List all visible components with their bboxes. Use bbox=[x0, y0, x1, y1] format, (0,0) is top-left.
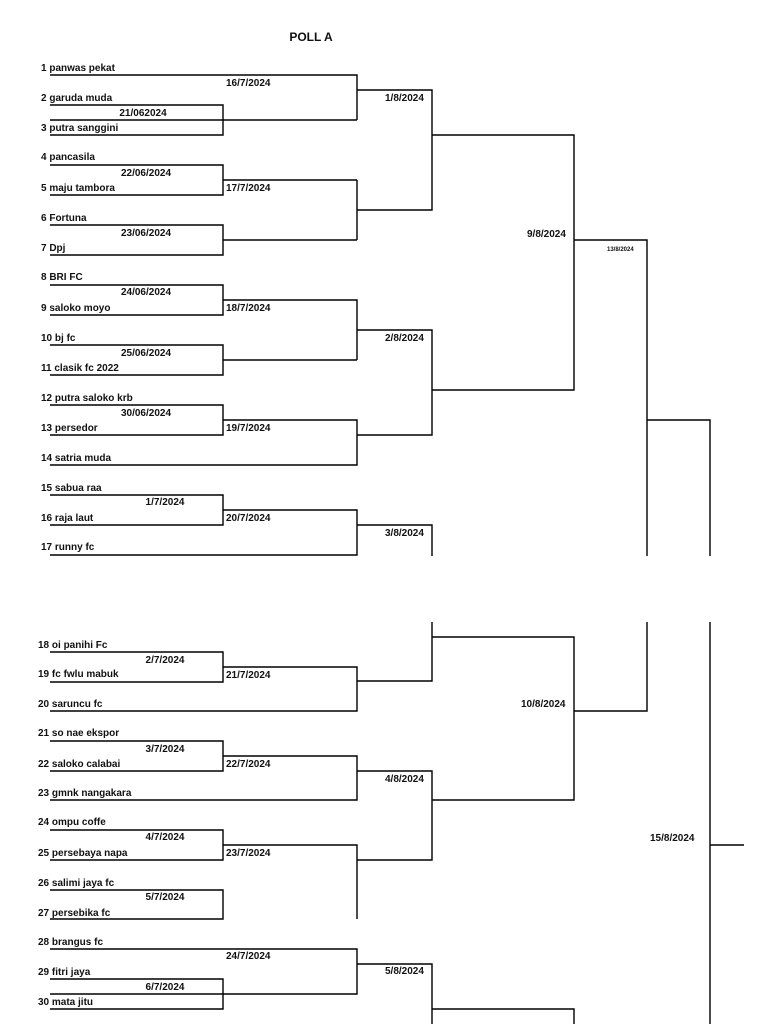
team-label: 29 fitri jaya bbox=[38, 967, 91, 978]
match-date: 9/8/2024 bbox=[527, 229, 566, 240]
team-label: 3 putra sanggini bbox=[41, 123, 119, 134]
bracket-connector bbox=[432, 1009, 574, 1024]
page-break bbox=[0, 556, 768, 620]
team-label: 2 garuda muda bbox=[41, 93, 113, 104]
team-label: 4 pancasila bbox=[41, 152, 95, 163]
match-date: 20/7/2024 bbox=[226, 513, 271, 524]
poll-title: POLL A bbox=[289, 30, 333, 44]
bracket-connector bbox=[647, 420, 710, 556]
bracket-lines bbox=[50, 75, 744, 1024]
team-label: 28 brangus fc bbox=[38, 937, 104, 948]
match-date: 5/7/2024 bbox=[145, 892, 185, 903]
team-label: 8 BRI FC bbox=[41, 272, 83, 283]
team-label: 7 Dpj bbox=[41, 243, 66, 254]
match-date: 18/7/2024 bbox=[226, 303, 271, 314]
match-date: 3/8/2024 bbox=[385, 528, 424, 539]
team-label: 23 gmnk nangakara bbox=[38, 788, 132, 799]
round3-dates bbox=[385, 93, 424, 977]
team-label: 6 Fortuna bbox=[41, 213, 87, 224]
match-date: 3/7/2024 bbox=[145, 744, 185, 755]
team-label: 14 satria muda bbox=[41, 453, 112, 464]
bracket-connector bbox=[432, 135, 574, 390]
team-label: 16 raja laut bbox=[41, 513, 94, 524]
match-date: 24/06/2024 bbox=[120, 287, 172, 298]
team-label: 9 saloko moyo bbox=[41, 303, 111, 314]
team-list bbox=[38, 63, 133, 1008]
bracket-connector bbox=[574, 622, 647, 711]
team-label: 20 saruncu fc bbox=[38, 699, 103, 710]
team-label: 24 ompu coffe bbox=[38, 817, 106, 828]
team-label: 25 persebaya napa bbox=[38, 848, 128, 859]
team-label: 1 panwas pekat bbox=[41, 63, 115, 74]
round4-dates bbox=[521, 229, 566, 710]
match-date: 4/8/2024 bbox=[385, 774, 424, 785]
team-label: 26 salimi jaya fc bbox=[38, 878, 115, 889]
match-date: 22/7/2024 bbox=[226, 759, 271, 770]
match-date: 4/7/2024 bbox=[145, 832, 185, 843]
match-date: 25/06/2024 bbox=[120, 348, 172, 359]
match-date: 23/06/2024 bbox=[120, 228, 172, 239]
team-label: 15 sabua raa bbox=[41, 483, 102, 494]
bracket-connector bbox=[574, 240, 647, 556]
team-label: 11 clasik fc 2022 bbox=[41, 363, 119, 374]
team-label: 18 oi panihi Fc bbox=[38, 640, 108, 651]
team-label: 12 putra saloko krb bbox=[41, 393, 133, 404]
bracket-connector bbox=[357, 622, 432, 681]
final-date: 15/8/2024 bbox=[650, 833, 695, 844]
match-date: 2/8/2024 bbox=[385, 333, 424, 344]
team-label: 30 mata jitu bbox=[38, 997, 94, 1008]
bracket-connector bbox=[357, 330, 432, 435]
team-label: 19 fc fwlu mabuk bbox=[38, 669, 119, 680]
team-label: 21 so nae ekspor bbox=[38, 728, 120, 739]
match-date: 24/7/2024 bbox=[226, 951, 271, 962]
team-label: 13 persedor bbox=[41, 423, 98, 434]
team-label: 22 saloko calabai bbox=[38, 759, 121, 770]
team-label: 10 bj fc bbox=[41, 333, 76, 344]
team-label: 5 maju tambora bbox=[41, 183, 115, 194]
bracket-connector bbox=[357, 90, 432, 210]
match-date: 13/8/2024 bbox=[607, 247, 634, 253]
match-date: 10/8/2024 bbox=[521, 699, 566, 710]
match-date: 30/06/2024 bbox=[120, 408, 172, 419]
bracket-connector bbox=[432, 637, 574, 800]
match-date: 1/7/2024 bbox=[145, 497, 185, 508]
match-date: 6/7/2024 bbox=[145, 982, 185, 993]
match-date: 23/7/2024 bbox=[226, 848, 271, 859]
round2-dates bbox=[226, 78, 271, 962]
bracket-connector bbox=[50, 510, 357, 555]
bracket-connector bbox=[50, 949, 357, 994]
match-date: 16/7/2024 bbox=[226, 78, 271, 89]
match-date: 17/7/2024 bbox=[226, 183, 271, 194]
match-date: 22/06/2024 bbox=[120, 168, 172, 179]
match-date: 1/8/2024 bbox=[385, 93, 424, 104]
match-date: 19/7/2024 bbox=[226, 423, 271, 434]
match-date: 5/8/2024 bbox=[385, 966, 424, 977]
match-date: 21/062024 bbox=[119, 108, 167, 119]
team-label: 17 runny fc bbox=[41, 542, 95, 553]
team-label: 27 persebika fc bbox=[38, 908, 111, 919]
match-date: 21/7/2024 bbox=[226, 670, 271, 681]
match-date: 2/7/2024 bbox=[145, 655, 185, 666]
